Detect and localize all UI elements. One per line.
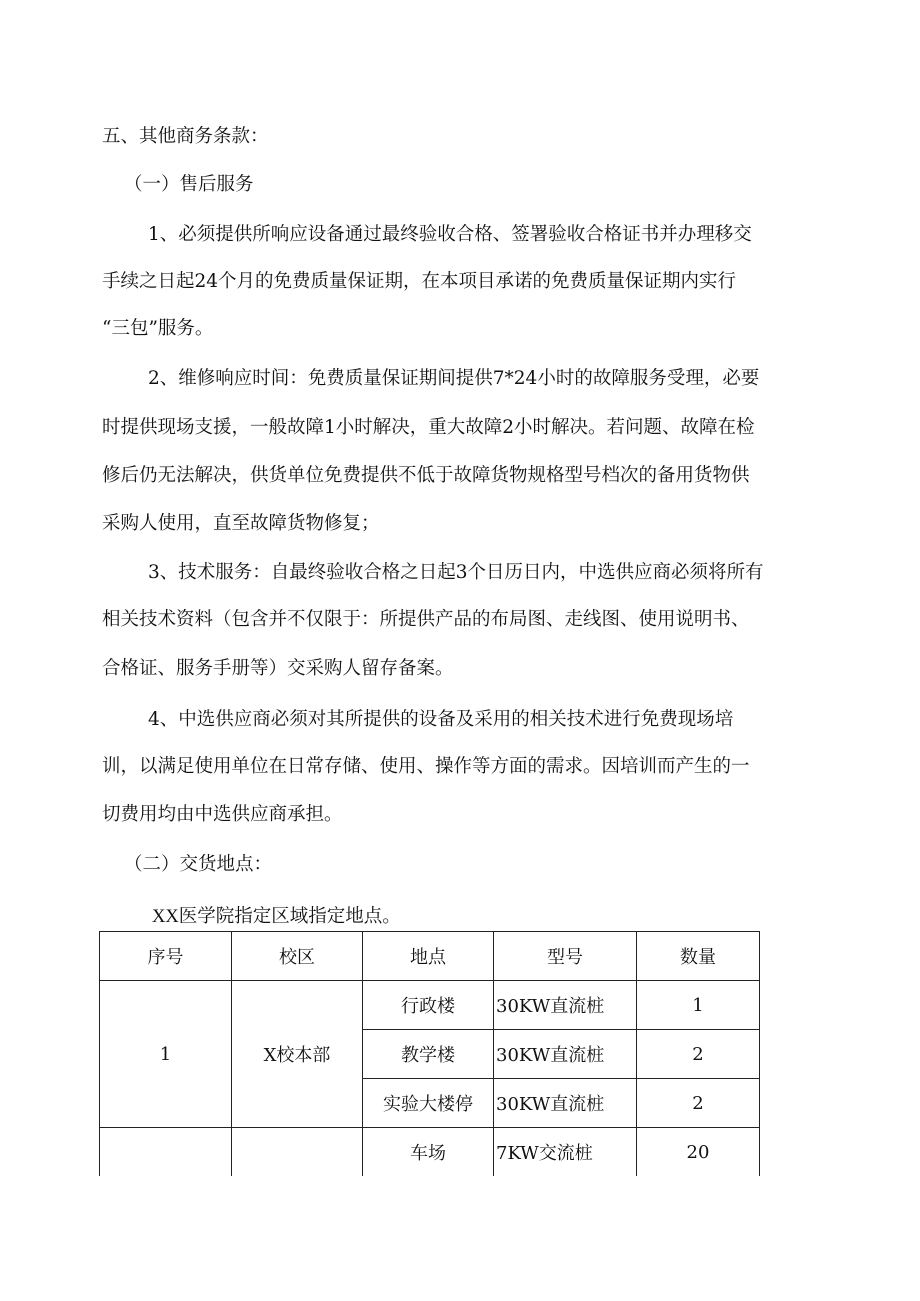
item-3-line-3: 合格证、服务手册等）交采购人留存备案。: [102, 658, 454, 679]
item-1-line-1: 1、必须提供所响应设备通过最终验收合格、签署验收合格证书并办理移交: [148, 224, 752, 245]
section-title: 五、其他商务条款：: [102, 126, 269, 147]
qty-cell: 20: [637, 1128, 760, 1177]
item-4-line-2: 训，以满足使用单位在日常存储、使用、操作等方面的需求。因培训而产生的一: [102, 756, 750, 777]
item-2-line-1: 2、维修响应时间：免费质量保证期间提供7*24小时的故障服务受理，必要: [148, 368, 760, 389]
table-row: [100, 981, 760, 1030]
model-cell: 7KW交流桩: [494, 1128, 637, 1177]
location-cell: 车场: [363, 1128, 494, 1177]
table-row: [100, 1128, 760, 1177]
item-2-line-2: 时提供现场支援，一般故障1小时解决，重大故障2小时解决。若问题、故障在检: [102, 417, 755, 438]
campus-cell: X校本部: [232, 981, 363, 1128]
item-2-line-4: 采购人使用，直至故障货物修复；: [102, 513, 380, 534]
item-1-line-3: “三包”服务。: [102, 318, 214, 339]
qty-cell: 2: [637, 1030, 760, 1079]
location-cell: 教学楼: [363, 1030, 494, 1079]
header-cell: 数量: [637, 932, 760, 981]
header-cell: 地点: [363, 932, 494, 981]
qty-cell: 1: [637, 981, 760, 1030]
item-3-line-2: 相关技术资料（包含并不仅限于：所提供产品的布局图、走线图、使用说明书、: [102, 609, 750, 630]
header-cell: 校区: [232, 932, 363, 981]
index-cell: 1: [100, 981, 232, 1128]
after-sales-heading: （一）售后服务: [124, 174, 254, 195]
item-4-line-1: 4、中选供应商必须对其所提供的设备及采用的相关技术进行免费现场培: [148, 709, 734, 730]
item-2-line-3: 修后仍无法解决，供货单位免费提供不低于故障货物规格型号档次的备用货物供: [102, 465, 750, 486]
delivery-caption: XX医学院指定区域指定地点。: [152, 907, 401, 927]
header-cell: 序号: [100, 932, 232, 981]
delivery-table: [99, 931, 760, 1176]
campus-cell-empty: [232, 1128, 363, 1177]
model-cell: 30KW直流桩: [494, 1030, 637, 1079]
item-1-line-2: 手续之日起24个月的免费质量保证期，在本项目承诺的免费质量保证期内实行: [102, 271, 737, 292]
table-header-row: [100, 932, 760, 981]
header-cell: 型号: [494, 932, 637, 981]
index-cell-empty: [100, 1128, 232, 1177]
location-cell: 实验大楼停: [363, 1079, 494, 1128]
delivery-heading: （二）交货地点：: [124, 854, 273, 875]
item-4-line-3: 切费用均由中选供应商承担。: [102, 804, 343, 825]
model-cell: 30KW直流桩: [494, 981, 637, 1030]
model-cell: 30KW直流桩: [494, 1079, 637, 1128]
item-3-line-1: 3、技术服务：自最终验收合格之日起3个日历日内，中选供应商必须将所有: [148, 562, 764, 583]
qty-cell: 2: [637, 1079, 760, 1128]
location-cell: 行政楼: [363, 981, 494, 1030]
